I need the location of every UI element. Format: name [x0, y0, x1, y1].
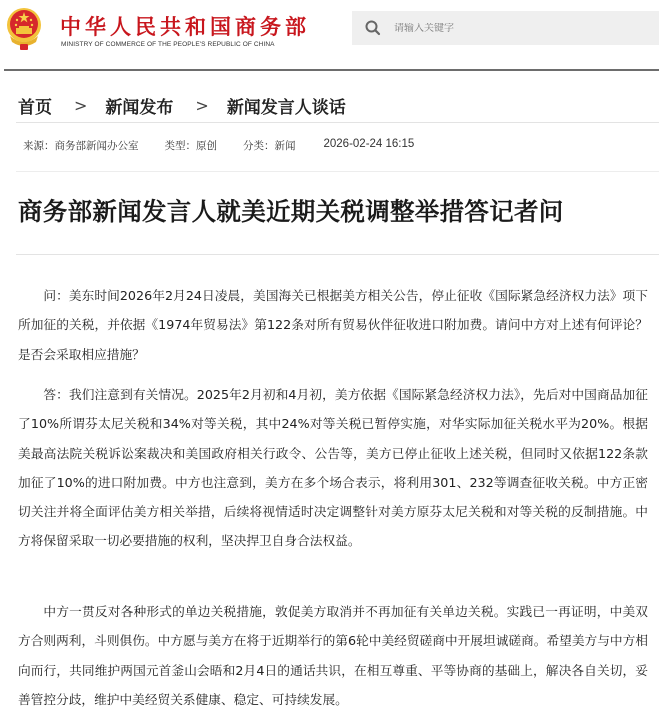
article-paragraph-answer: 答：我们注意到有关情况。2025年2月初和4月初，美方依据《国际紧急经济权力法》，先后对中国商品加征了10%所谓芬太尼关税和34%对等关税，其中24%对等关税已暂停实施，对华实际加征关税水平为20%。根据美最高法院关税诉讼案裁决和美国政府相关行政令、公告等，美方已停止征收上述关税，但同时又依据122条款加征了10%的进口附加费。中方也注意到，美方在多个场合表示，将利用301、232等调查征收关税。中方正密切关注并将全面评估美方相关举措，后续将视情适时决定调整针对美方原芬太尼关税和对等关税的反制措施。中方将保留采取一切必要措施的权利，坚决捍卫自身合法权益。	[18, 387, 648, 549]
breadcrumb-spokesperson-remarks[interactable]: 新闻发言人谈话	[226, 98, 346, 118]
breadcrumb-divider	[16, 122, 659, 123]
search-box[interactable]	[352, 11, 659, 45]
title-divider	[16, 254, 659, 255]
article-meta	[23, 138, 414, 153]
breadcrumb-separator: >	[74, 96, 88, 115]
meta-type: 类型：原创	[164, 140, 217, 152]
article-paragraph-position: 中方一贯反对各种形式的单边关税措施，敦促美方取消并不再加征有关单边关税。实践已一再证明，中美双方合则两利，斗则俱伤。中方愿与美方在将于近期举行的第6轮中美经贸磋商中开展坦诚磋商。希望美方与中方相向而行，共同维护两国元首釜山会晤和2月4日的通话共识，在相互尊重、平等协商的基础上，解决各自关切，妥善管控分歧，维护中美经贸关系健康、稳定、可持续发展。	[18, 604, 648, 707]
breadcrumb	[18, 93, 346, 118]
article-paragraph-question: 问：美东时间2026年2月24日凌晨，美国海关已根据美方相关公告，停止征收《国际紧急经济权力法》项下所加征的关税，并依据《1974年贸易法》第122条对所有贸易伙伴征收进口附加费。请问中方对上述有何评论？是否会采取相应措施？	[18, 288, 648, 362]
breadcrumb-news-release[interactable]: 新闻发布	[105, 98, 174, 118]
meta-source: 来源：商务部新闻办公室	[23, 140, 139, 152]
national-emblem-icon[interactable]	[4, 6, 44, 52]
breadcrumb-separator: >	[195, 96, 209, 115]
search-icon[interactable]	[364, 19, 382, 37]
site-name[interactable]: 中华人民共和国商务部	[60, 15, 310, 39]
site-header	[0, 0, 659, 68]
site-name-english: MINISTRY OF COMMERCE OF THE PEOPLE'S REPUBLIC OF CHINA	[61, 41, 275, 48]
meta-divider	[16, 171, 659, 172]
search-input[interactable]	[394, 23, 654, 34]
article-title: 商务部新闻发言人就美近期关税调整举措答记者问	[18, 197, 564, 226]
meta-datetime: 2026-02-24 16:15	[323, 138, 415, 150]
breadcrumb-home[interactable]: 首页	[18, 98, 52, 118]
meta-category: 分类：新闻	[243, 140, 296, 152]
header-divider	[4, 69, 659, 71]
